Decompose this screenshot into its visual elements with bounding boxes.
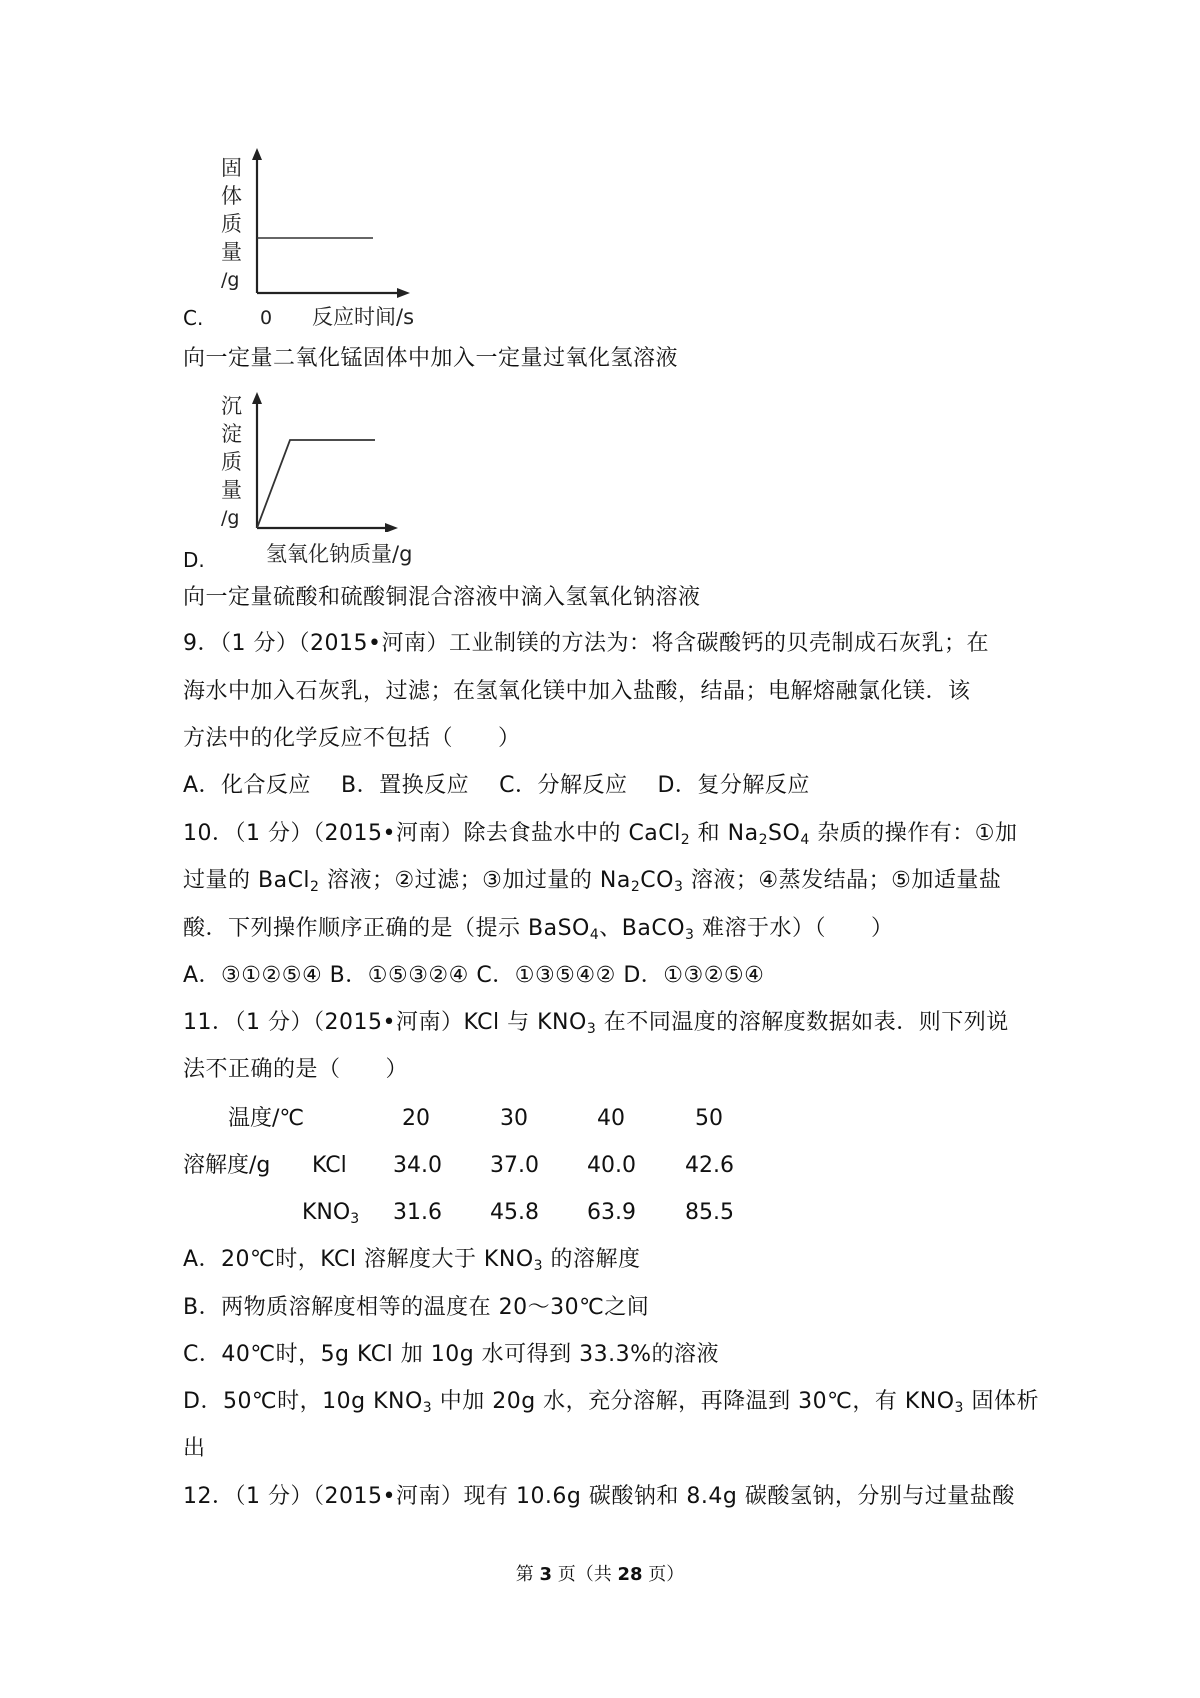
graph-c (215, 148, 415, 318)
table-temp-1: 20 (402, 1106, 430, 1131)
table-kcl-3: 40.0 (587, 1153, 636, 1178)
graph-c-y-label: 固 体 质 量 /g (221, 156, 242, 291)
q11-line1: 11．（1 分）（2015•河南）KCl 与 $KNO_3$ 在不同温度的溶解度数据如表．则下列说 (183, 1010, 1009, 1037)
graph-d-x-label: 氢氧化钠质量/g (266, 542, 413, 566)
q11-option-d: D．50℃时，10g $KNO_3$ 中加 20g 水，充分溶解，再降温到 30℃，有 $KNO_3$ 固体析 (183, 1389, 1039, 1416)
page-footer: 第 3 页（共 28 页） (515, 1564, 685, 1585)
graph-d-y-label: 沉 淀 质 量 /g (221, 394, 242, 529)
q11-line2: 法不正确的是（ ） (183, 1057, 409, 1082)
table-kcl-2: 37.0 (490, 1153, 539, 1178)
table-kcl-1: 34.0 (393, 1153, 442, 1178)
q10-line2: 过量的 BaCl$_2$ 溶液；②过滤；③加过量的 $Na_2CO_3$ 溶液；④蒸发结晶；⑤加适量盐 (183, 868, 1002, 895)
table-temp-4: 50 (695, 1106, 723, 1131)
q9-line1: 9．（1 分）（2015•河南）工业制镁的方法为：将含碳酸钙的贝壳制成石灰乳；在 (183, 631, 989, 656)
table-kno3-4: 85.5 (685, 1200, 734, 1225)
q10-line1: 10．（1 分）（2015•河南）除去食盐水中的 CaCl$_2$ 和 $Na_2SO_4$ 杂质的操作有：①加 (183, 821, 1018, 848)
graph-d-letter: D. (183, 548, 205, 572)
table-header-label: 温度/℃ (228, 1106, 305, 1131)
q11-option-b: B．两物质溶解度相等的温度在 20～30℃之间 (183, 1295, 650, 1320)
table-kcl-4: 42.6 (685, 1153, 734, 1178)
q11-option-c: C．40℃时，5g KCl 加 10g 水可得到 33.3%的溶液 (183, 1342, 720, 1367)
table-temp-2: 30 (500, 1106, 528, 1131)
q12-line1: 12．（1 分）（2015•河南）现有 10.6g 碳酸钠和 8.4g 碳酸氢钠，分别与过量盐酸 (183, 1484, 1015, 1509)
q9-line3: 方法中的化学反应不包括（ ） (183, 726, 521, 751)
graph-c-x-label: 反应时间/s (312, 305, 415, 329)
graph-d-curve (257, 440, 375, 528)
table-kno3-2: 45.8 (490, 1200, 539, 1225)
graph-d-axes (215, 392, 415, 532)
q11-option-d-line2: 出 (183, 1436, 206, 1461)
graph-c-origin: 0 (260, 307, 273, 329)
table-kcl-label: KCl (312, 1153, 347, 1178)
table-kno3-label: $KNO_3$ (302, 1200, 360, 1227)
table-kno3-1: 31.6 (393, 1200, 442, 1225)
q9-options: A．化合反应 B．置换反应 C．分解反应 D．复分解反应 (183, 773, 810, 798)
q10-line3: 酸．下列操作顺序正确的是（提示 BaSO$_4$、BaCO$_3$ 难溶于水）（ ） (183, 916, 894, 943)
graph-c-letter: C. (183, 306, 204, 330)
graph-c-caption: 向一定量二氧化锰固体中加入一定量过氧化氢溶液 (183, 346, 679, 371)
q11-option-a: A．20℃时，KCl 溶解度大于 $KNO_3$ 的溶解度 (183, 1247, 641, 1274)
table-row-group: 溶解度/g (183, 1153, 271, 1178)
graph-d-caption: 向一定量硫酸和硫酸铜混合溶液中滴入氢氧化钠溶液 (183, 585, 701, 610)
q9-line2: 海水中加入石灰乳，过滤；在氢氧化镁中加入盐酸，结晶；电解熔融氯化镁．该 (183, 679, 971, 704)
q10-options: A．③①②⑤④ B．①⑤③②④ C．①③⑤④② D．①③②⑤④ (183, 963, 765, 988)
graph-c-axes (215, 148, 415, 298)
table-kno3-3: 63.9 (587, 1200, 636, 1225)
table-temp-3: 40 (597, 1106, 625, 1131)
graph-d (215, 392, 415, 542)
